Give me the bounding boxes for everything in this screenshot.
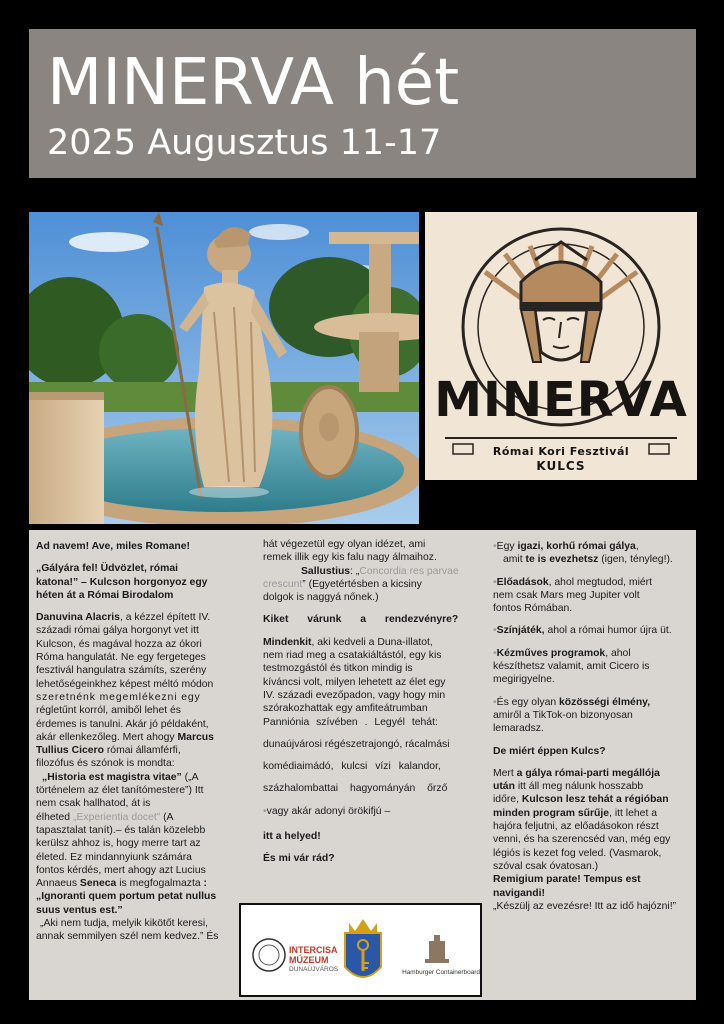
text-line: Panniónia szívében . Legyél tehát: [263, 716, 438, 728]
text-line [36, 731, 241, 744]
list-item [493, 696, 689, 709]
intercisa-seal-icon [253, 939, 285, 971]
text-line: IV. századi evezőpadon, vagy hogy min [263, 689, 446, 701]
name-bold: Mindenkit [263, 636, 312, 648]
text-fragment: , ahol [605, 647, 631, 659]
text-bold: a gálya római-parti megállója [516, 767, 660, 779]
text-line: Róma hangulatát. Ne egy fergeteges [36, 652, 206, 664]
bullet-icon: • [263, 805, 267, 817]
text-fragment: Mert [493, 767, 517, 779]
text-line: régletűnt korról, amiből lehet és [36, 705, 181, 717]
text-bold: Kézműves programok [496, 647, 606, 659]
text-column-1 [36, 540, 241, 944]
text-line: lemaradsz. [493, 723, 544, 735]
list-item [493, 647, 689, 660]
logo-town: KULCS [536, 459, 586, 473]
text-fragment: ahol a római humor újra üt. [544, 625, 672, 637]
text-line: szóval csak óvatosan.) [493, 860, 599, 872]
logo-wordmark: MINERVA [434, 372, 688, 428]
text-line [36, 877, 241, 890]
text-fragment: , itt lehet a [609, 807, 658, 819]
text-fragment: amit [503, 554, 526, 566]
text-fragment: Annaeus [36, 878, 80, 890]
text-fragment: akár ellenkezőleg. Mert ahogy [36, 731, 178, 743]
text-fragment: Egy [496, 541, 518, 552]
list-item [493, 540, 689, 553]
bullet-icon: • [493, 696, 497, 708]
text-line: századi római gálya horgonyt vet itt [36, 625, 199, 637]
text-bold: után [493, 781, 515, 793]
latin-quote: navigandi! [493, 887, 545, 899]
subtitle-line: héten át a Római Birodalom [36, 589, 174, 601]
text-fragment: (A [160, 811, 174, 823]
minerva-festival-logo [425, 212, 697, 480]
text-fragment: És egy olyan [496, 696, 560, 708]
text-line [493, 553, 689, 566]
ship-name: Danuvina Alacris [36, 612, 120, 624]
hamburger-containerboard-logo: Hamburger Containerboard [402, 969, 480, 976]
bullet-icon: • [493, 576, 497, 588]
text-line: történelem az élet tanítómestere”) Itt [36, 785, 204, 797]
text-line: fontos Rómában. [493, 603, 573, 615]
name-bold: Seneca [79, 878, 117, 890]
event-date: 2025 Augusztus 11-17 [47, 123, 442, 163]
quote-light: crescunt [263, 578, 303, 590]
bullet-icon: • [493, 647, 497, 659]
text-line: nem csak Mars meg Jupiter volt [493, 589, 640, 601]
hamburger-logo-icon [425, 935, 449, 963]
text-fragment: , aki kedveli a Duna-illatot, [311, 636, 433, 648]
text-fragment: (igen, tényleg!). [598, 554, 673, 566]
text-line: megirigyelne. [493, 674, 555, 686]
text-line: remek illik egy kis falu nagy álmaihoz. [263, 552, 437, 564]
text-fragment: : „ [350, 565, 360, 577]
text-line [493, 780, 689, 793]
text-line: dolgok is naggyá nőnek.) [263, 592, 379, 604]
text-fragment: („A [181, 771, 199, 783]
text-fragment: : [203, 878, 208, 890]
section-heading: És mi vár rád? [263, 853, 335, 865]
bullet-icon: • [493, 625, 497, 637]
quote-light: „Experientia docet” [72, 811, 161, 823]
name-bold: Sallustius [301, 565, 351, 577]
text-line: szórakozhattak egy amfiteátrumban [263, 703, 428, 715]
text-fragment: , [635, 541, 639, 552]
quote-light: Concordia res parvae [359, 565, 459, 577]
text-line [263, 636, 471, 649]
list-item [493, 576, 689, 589]
text-bold: közösségi élmény, [559, 696, 651, 708]
text-bold: Előadások [496, 576, 549, 588]
quote-bold: „Historia est magistra vitae” [42, 771, 182, 783]
text-fragment: időre, [493, 794, 522, 806]
text-line: légiós is kezet fog veled. (Vasmarok, [493, 847, 662, 859]
latin-quote: Remigium parate! Tempus est [493, 874, 641, 886]
text-line: kerülsz ahhoz is, hogy merre tart az [36, 838, 201, 850]
latin-quote: „Ignoranti quem portum petat nullus [36, 891, 217, 903]
logo-festival-name: Római Kori Fesztivál [492, 445, 630, 458]
text-line: dunaújvárosi régészetrajongó, rácalmási [263, 738, 450, 750]
list-item [493, 624, 689, 637]
subtitle-line: „Gályára fel! Üdvözlet, római [36, 563, 179, 575]
list-item [263, 805, 471, 818]
text-fragment: élheted [36, 811, 73, 823]
text-line: komédiaimádó, kulcsi vízi kalandor, [263, 761, 441, 773]
sponsor-box [239, 903, 482, 997]
section-heading: De miért éppen Kulcs? [493, 745, 606, 757]
header-banner [29, 29, 696, 178]
text-line [493, 807, 689, 820]
bullet-icon: • [493, 541, 497, 552]
text-line: fontos kérdés, mert ahogy azt Lucius [36, 864, 206, 876]
text-fragment: is megfogalmazta [116, 878, 204, 890]
text-bold: igazi, korhű római gálya [517, 541, 636, 552]
text-bold: te is evezhetsz [525, 554, 599, 566]
text-line: venni, és ha szerencséd van, még egy [493, 834, 671, 846]
text-line: szeretnénk megemlékezni egy [36, 691, 201, 703]
text-line: érdemes is tanulni. Akár jó példaként, [36, 718, 209, 730]
text-line: fesztivál hangulatra számíts, szerény [36, 665, 207, 677]
text-line [36, 611, 241, 624]
intercisa-museum: MÚZEUM [289, 955, 329, 965]
text-line [493, 767, 689, 780]
page-title: MINERVA hét [47, 46, 460, 120]
text-line: hajóra feljutni, az előadásokon részt [493, 821, 659, 833]
intercisa-name: INTERCISA [289, 945, 338, 955]
text-line: készíthetsz valamit, amit Cicero is [493, 661, 650, 673]
text-line: „Aki nem tudja, melyik kikötőt keresi, [40, 918, 209, 930]
text-bold: Színjáték, [496, 625, 545, 637]
text-line: testmozgástól és titkon mindig is [263, 663, 413, 675]
latin-quote: suus ventus est.” [36, 904, 123, 916]
subtitle-line: katona!” – Kulcson horgonyoz egy [36, 576, 208, 588]
text-bold: minden program sűrűje [493, 807, 610, 819]
text-line [36, 744, 241, 757]
text-line [263, 578, 471, 591]
text-fragment: római államférfi, [103, 745, 181, 757]
text-column-3 [493, 540, 689, 913]
text-line [36, 811, 241, 824]
text-line: kíváncsi volt, milyen lehetett az élet egy [263, 676, 446, 688]
text-line [36, 771, 241, 784]
name-bold: Tullius Cicero [36, 745, 104, 757]
coat-of-arms-icon [345, 919, 381, 977]
text-line: nem riad meg a csatakiáltástól, egy kis [263, 650, 442, 662]
name-bold: Marcus [177, 731, 214, 743]
intercisa-city: DUNAÚJVÁROS [289, 966, 339, 973]
text-line: százhalombattai hagyományán őrző [263, 783, 448, 795]
text-fragment: , ahol megtudod, miért [548, 576, 653, 588]
text-line: Kulcson, és magával hozza az ókori [36, 638, 202, 650]
intercisa-museum-logo [289, 945, 338, 975]
text-fragment: ” (Egyetértésben a kicsiny [302, 578, 422, 590]
text-line: tapasztalat tanít).– és talán közelebb [36, 824, 206, 836]
text-line: életed. Ez mindannyiunk számára [36, 851, 192, 863]
text-column-2 [263, 538, 471, 866]
text-line: hát végezetül egy olyan idézet, ami [263, 539, 426, 550]
text-line: annak semmilyen szél nem kedvez.” És [36, 931, 219, 943]
callout-line: itt a helyed! [263, 831, 321, 843]
minerva-statue-photo [29, 212, 419, 524]
text-line [493, 793, 689, 806]
text-fragment: itt áll meg nálunk hosszabb [514, 781, 644, 793]
text-line: nem csak hallhatod, át is [36, 798, 151, 810]
text-bold: Kulcson lesz tehát a régióban [521, 794, 669, 806]
text-line: amiről a TikTok-on bizonyosan [493, 709, 633, 721]
text-line: filozófus és szónok is mondta: [36, 758, 175, 770]
text-line: lehetőségeinkhez képest méltó módon [36, 678, 214, 690]
greeting-line: Ad navem! Ave, miles Romane! [36, 541, 190, 552]
text-line [263, 565, 471, 578]
text-fragment: , a kézzel épített IV. [119, 612, 211, 624]
text-fragment: vagy akár adonyi örökifjú – [266, 805, 391, 817]
section-heading: Kiket várunk a rendezvényre? [263, 614, 459, 626]
text-line: „Készülj az evezésre! Itt az idő hajózni!” [493, 900, 677, 912]
